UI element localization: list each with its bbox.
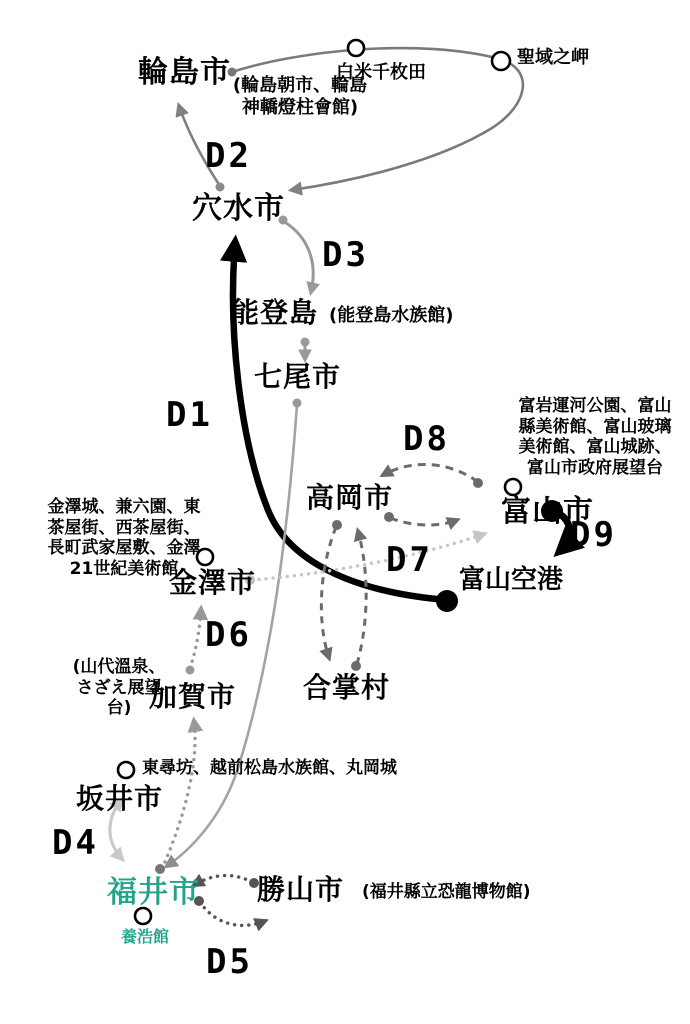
- day-label-d1: D1: [166, 395, 213, 435]
- dot-kaga-d6: [186, 666, 195, 675]
- city-anamizu: 穴水市: [192, 191, 285, 226]
- day-label-d3: D3: [322, 235, 369, 275]
- poi-kaga-line3: 台): [106, 698, 132, 719]
- poi-kanazawa-line1: 金澤城、兼六園、東: [47, 497, 201, 517]
- dot-gassho-return: [351, 661, 361, 671]
- day-label-d4: D4: [52, 823, 99, 863]
- city-katsuyama: 勝山市: [257, 873, 345, 906]
- marker-shiroyone: [348, 40, 364, 56]
- day-label-d2: D2: [205, 136, 252, 176]
- poi-kanazawa-line2: 茶屋街、西茶屋街、: [47, 517, 201, 538]
- city-nanao: 七尾市: [254, 360, 342, 393]
- city-notojima: 能登島: [231, 296, 319, 329]
- day-label-d6: D6: [205, 615, 252, 655]
- poi-kanazawa-line4: 21世紀美術館: [69, 559, 179, 580]
- city-takaoka: 高岡市: [306, 481, 394, 514]
- poi-kanazawa-line3: 長町武家屋敷、金澤: [47, 538, 201, 559]
- city-kanazawa: 金澤市: [169, 566, 257, 599]
- poi-shiroyone: 白米千枚田: [336, 62, 426, 83]
- route-takaoka-gassho: [321, 527, 336, 658]
- poi-katsuyama: (福井縣立恐龍博物館): [362, 882, 531, 902]
- dot-takaoka-gassho: [332, 520, 342, 530]
- poi-notojima: (能登島水族館): [329, 305, 454, 326]
- day-label-d9: D9: [570, 515, 617, 555]
- city-fukui: 福井市: [107, 875, 200, 910]
- dot-toyama-d8: [473, 478, 483, 488]
- city-kaga: 加賀市: [149, 680, 237, 713]
- dot-fukui-arrival: [155, 864, 165, 874]
- route-toyama-takaoka: [383, 465, 478, 482]
- route-katsuyama-fukui: [194, 876, 252, 885]
- poi-sakai: 東尋坊、越前松島水族館、丸岡城: [142, 758, 397, 778]
- dot-notojima: [301, 338, 310, 347]
- marker-yokokan: [135, 908, 151, 924]
- route-gassho-takaoka: [357, 531, 366, 664]
- poi-toyama-line3: 美術館、富山城跡、: [518, 437, 672, 458]
- route-fukui-katsuyama: [200, 902, 265, 925]
- poi-toyama-line4: 富山市政府展望台: [527, 458, 663, 479]
- day-label-d7: D7: [386, 540, 433, 580]
- poi-toyama: [500, 396, 690, 479]
- poi-yokokan: 養浩館: [121, 927, 170, 946]
- day-label-d8: D8: [403, 419, 450, 459]
- poi-sacred-cape: 聖域之岬: [517, 47, 589, 68]
- marker-sakai-poi: [118, 762, 134, 778]
- city-wajima: 輪島市: [138, 55, 231, 90]
- poi-wajima-line1: (輪島朝市、輪島: [232, 75, 368, 96]
- route-takaoka-toyama: [390, 518, 457, 525]
- poi-kaga-line1: (山代溫泉、: [72, 657, 166, 677]
- poi-kaga: [62, 657, 176, 719]
- dot-toyama-airport: [436, 590, 458, 612]
- poi-wajima-line2: 神轎燈柱會館): [241, 96, 359, 118]
- route-kaga-kanazawa: [190, 609, 201, 668]
- poi-toyama-line2: 縣美術館、富山玻璃: [518, 416, 672, 437]
- poi-kaga-line2: さざえ展望: [76, 677, 162, 698]
- route-fukui-kaga: [165, 721, 195, 862]
- city-toyama-airport: 富山空港: [459, 565, 564, 595]
- day-label-d5: D5: [206, 942, 253, 982]
- marker-sacred-cape: [492, 52, 510, 70]
- route-anamizu-notojima: [283, 221, 313, 292]
- dot-nanao: [293, 399, 302, 408]
- city-sakai: 坂井市: [76, 782, 164, 815]
- poi-toyama-line1: 富岩運河公園、富山: [518, 396, 672, 416]
- city-toyama: 富山市: [501, 494, 594, 529]
- poi-kanazawa: [38, 497, 210, 580]
- city-gassho: 合掌村: [303, 671, 391, 704]
- marker-toyama-poi: [505, 479, 521, 495]
